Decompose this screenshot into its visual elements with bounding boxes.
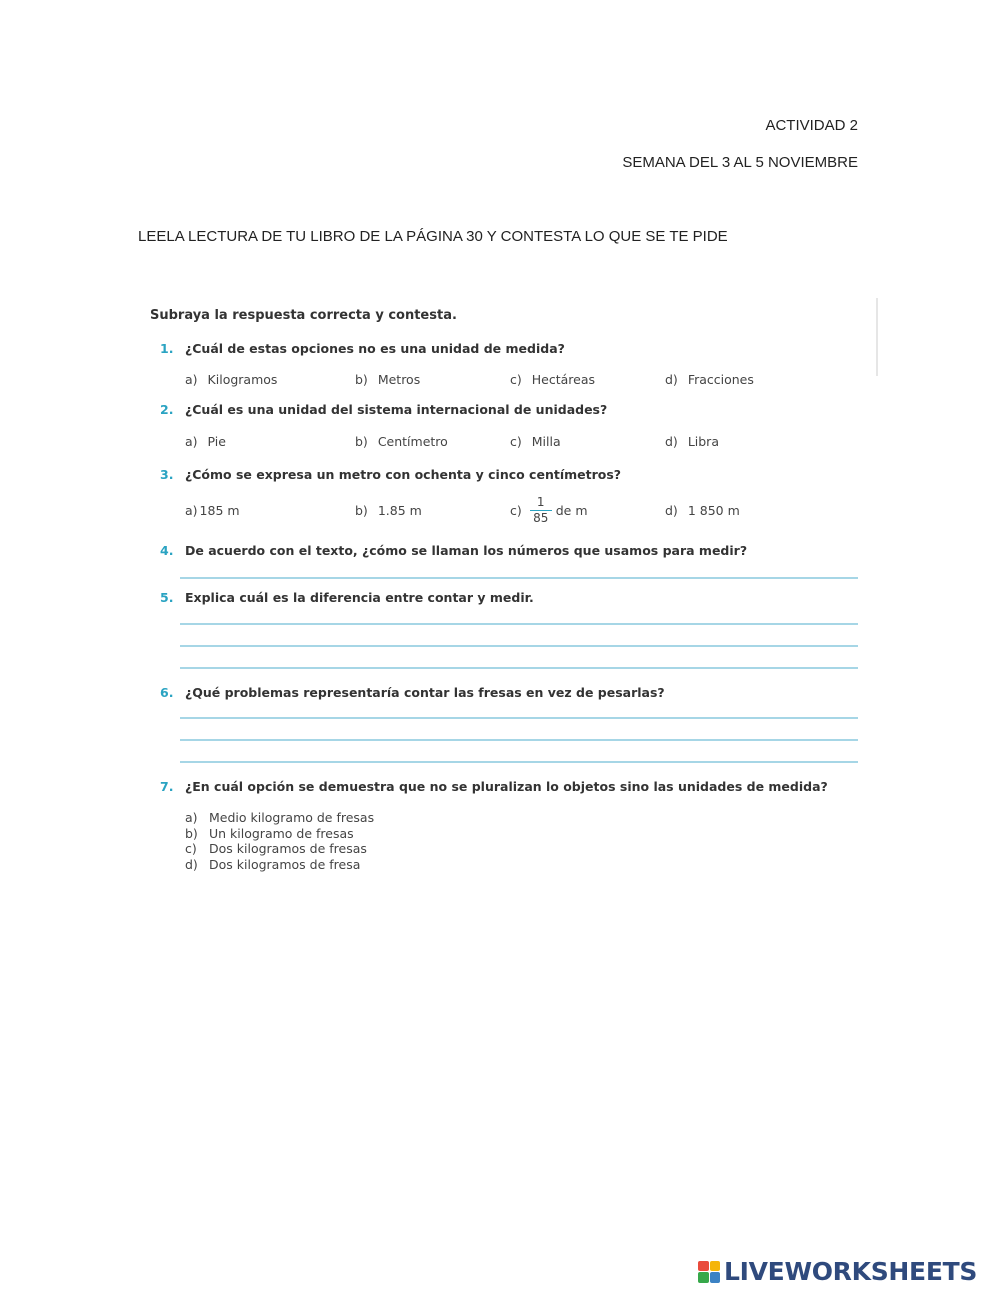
question-text: ¿Cuál es una unidad del sistema internacional de unidades? (185, 402, 608, 417)
option-b[interactable]: b) Un kilogramo de fresas (185, 825, 354, 841)
answer-line[interactable] (180, 645, 858, 647)
option-d[interactable]: d) Libra (665, 434, 719, 449)
option-b[interactable]: b) Metros (355, 372, 421, 387)
question-number: 2. (160, 402, 174, 417)
question-2 (160, 402, 607, 417)
answer-line[interactable] (180, 667, 858, 669)
worksheet-heading: Subraya la respuesta correcta y contesta. (150, 308, 457, 323)
week-label: SEMANA DEL 3 AL 5 NOVIEMBRE (622, 154, 858, 171)
option-a[interactable]: a) Kilogramos (185, 372, 278, 387)
logo-tile (710, 1261, 721, 1272)
instruction-text: LEELA LECTURA DE TU LIBRO DE LA PÁGINA 30 Y CONTESTA LO QUE SE TE PIDE (138, 228, 728, 245)
question-3 (160, 467, 621, 482)
question-text: ¿Cómo se expresa un metro con ochenta y cinco centímetros? (185, 467, 622, 482)
answer-line[interactable] (180, 623, 858, 625)
activity-title: ACTIVIDAD 2 (765, 117, 858, 134)
question-text: Explica cuál es la diferencia entre contar y medir. (185, 590, 534, 605)
question-1 (160, 341, 565, 356)
logo-tile (698, 1272, 709, 1283)
option-c[interactable]: c) Hectáreas (510, 372, 596, 387)
question-text: ¿En cuál opción se demuestra que no se pluralizan lo objetos sino las unidades de medida? (185, 779, 828, 794)
question-4 (160, 543, 747, 558)
logo-tile (710, 1272, 721, 1283)
question-6 (160, 685, 665, 700)
question-7 (160, 779, 828, 794)
option-b[interactable]: b) 1.85 m (355, 503, 422, 518)
question-number: 6. (160, 685, 174, 700)
liveworksheets-logo[interactable] (698, 1257, 977, 1286)
option-a[interactable]: a) Pie (185, 434, 226, 449)
answer-line[interactable] (180, 577, 858, 579)
option-b[interactable]: b) Centímetro (355, 434, 448, 449)
question-number: 3. (160, 467, 174, 482)
question-5 (160, 590, 534, 605)
option-c[interactable]: c) $\frac{1}{85}$ de m (510, 495, 588, 525)
question-number: 4. (160, 543, 174, 558)
answer-line[interactable] (180, 739, 858, 741)
answer-line[interactable] (180, 761, 858, 763)
question-number: 7. (160, 779, 174, 794)
scan-edge-divider (876, 298, 878, 376)
option-a[interactable]: a) Medio kilogramo de fresas (185, 810, 375, 825)
answer-line[interactable] (180, 717, 858, 719)
brand-name: LIVEWORKSHEETS (724, 1257, 978, 1286)
option-d[interactable]: d) Dos kilogramos de fresa (185, 856, 361, 872)
option-c[interactable]: c) Dos kilogramos de fresas (185, 841, 367, 856)
question-text: De acuerdo con el texto, ¿cómo se llaman los números que usamos para medir? (185, 543, 748, 558)
logo-tile (698, 1261, 709, 1272)
question-number: 5. (160, 590, 174, 605)
option-a[interactable]: a) 185 m (185, 503, 240, 518)
option-d[interactable]: d) Fracciones (665, 372, 754, 387)
option-c[interactable]: c) Milla (510, 434, 561, 449)
question-number: 1. (160, 341, 174, 356)
logo-icon (698, 1261, 720, 1283)
option-d[interactable]: d) 1 850 m (665, 503, 740, 518)
question-text: ¿Qué problemas representaría contar las fresas en vez de pesarlas? (185, 685, 665, 700)
fraction: $\frac{1}{85}$ (530, 496, 552, 525)
question-text: ¿Cuál de estas opciones no es una unidad de medida? (185, 341, 565, 356)
question-7-options (185, 810, 374, 872)
